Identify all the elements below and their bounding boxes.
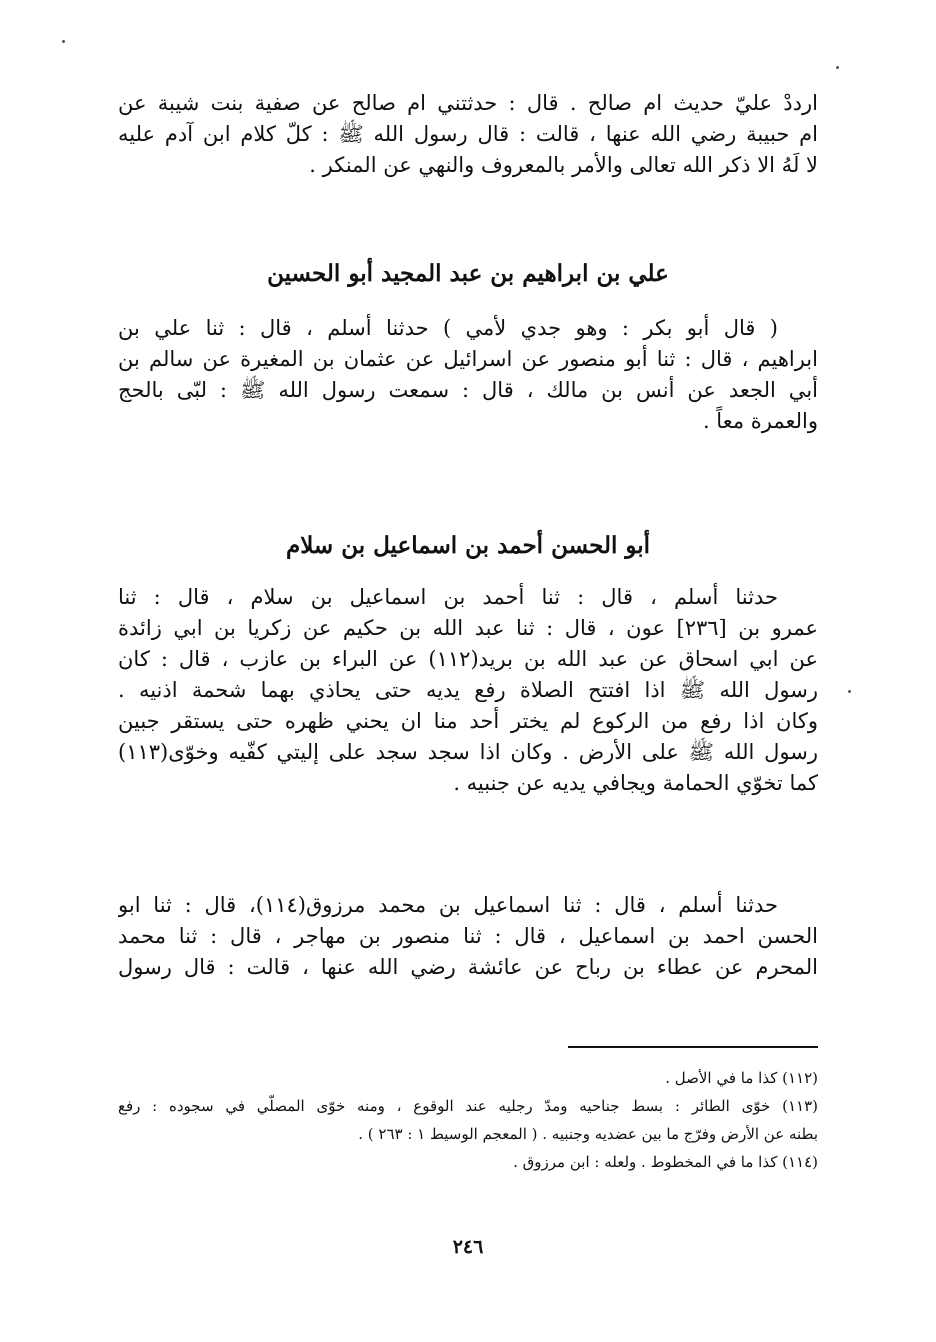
text-line: كما تخوّي الحمامة ويجافي يديه عن جنبيه . — [453, 771, 818, 795]
text-line: الحسن احمد بن اسماعيل ، قال : ثنا منصور بن مهاجر ، قال : ثنا محمد — [118, 924, 818, 948]
scan-speck — [62, 40, 65, 43]
paragraph-4 — [118, 890, 818, 983]
text-line: لا لَهُ الا ذكر الله تعالى والأمر بالمعروف والنهي عن المنكر . — [309, 153, 818, 177]
scan-speck — [836, 66, 839, 69]
text-line: ابراهيم ، قال : ثنا أبو منصور عن اسرائيل عن عثمان بن المغيرة عن سالم بن — [118, 347, 818, 371]
text-line: وكان اذا رفع من الركوع لم يختر أحد منا ان يحني ظهره حتى يستقر جبين — [118, 709, 818, 733]
section-heading-1: علي بن ابراهيم بن عبد المجيد أبو الحسين — [267, 260, 669, 287]
text-line: رسول الله ﷺ اذا افتتح الصلاة رفع يديه حتى يحاذي بهما شحمة اذنيه . — [118, 678, 818, 702]
footnote-divider — [568, 1046, 818, 1048]
footnote-line: (١١٢) كذا ما في الأصل . — [665, 1069, 818, 1087]
scan-speck — [848, 690, 851, 693]
text-line: ارددْ عليّ حديث ام صالح . قال : حدثتني ام صالح عن صفية بنت شيبة عن — [118, 91, 818, 115]
section-heading-2: أبو الحسن أحمد بن اسماعيل بن سلام — [285, 532, 651, 559]
text-line: المحرم عن عطاء بن رباح عن عائشة رضي الله عنها ، قالت : قال رسول — [118, 955, 818, 979]
text-line: رسول الله ﷺ على الأرض . وكان اذا سجد سجد على إليتي كفّيه وخوّى(١١٣) — [118, 740, 818, 764]
text-line: ( قال أبو بكر : وهو جدي لأمي ) حدثنا أسلم ، قال : ثنا علي بن — [118, 316, 778, 340]
text-line: أبي الجعد عن أنس بن مالك ، قال : سمعت رسول الله ﷺ : لبّى بالحج — [118, 378, 818, 402]
paragraph-2 — [118, 313, 818, 437]
text-line: حدثنا أسلم ، قال : ثنا اسماعيل بن محمد مرزوق(١١٤)، قال : ثنا ابو — [118, 893, 778, 917]
footnote-line: بطنه عن الأرض وفرّج ما بين عضديه وجنبيه . ( المعجم الوسيط ١ : ٢٦٣ ) . — [358, 1125, 818, 1143]
footnote-line: (١١٣) خوّى الطائر : بسط جناحيه ومدّ رجليه عند الوقوع ، ومنه خوّى المصلّي في سجوده : رفع — [118, 1097, 818, 1115]
page-number: ٢٤٦ — [452, 1236, 484, 1258]
footnotes — [118, 1064, 818, 1176]
text-line: والعمرة معاً . — [702, 409, 818, 433]
paragraph-3 — [118, 582, 818, 799]
text-line: عمرو بن [٢٣٦] عون ، قال : ثنا عبد الله بن حكيم عن زكريا بن ابي زائدة — [118, 616, 818, 640]
text-line: ام حبيبة رضي الله عنها ، قالت : قال رسول الله ﷺ : كلّ كلام ابن آدم عليه — [118, 122, 818, 146]
footnote-line: (١١٤) كذا ما في المخطوط . ولعله : ابن مرزوق . — [513, 1153, 818, 1171]
text-line: عن ابي اسحاق عن عبد الله بن بريد(١١٢) عن البراء بن عازب ، قال : كان — [118, 647, 818, 671]
paragraph-1 — [118, 88, 818, 181]
text-line: حدثنا أسلم ، قال : ثنا أحمد بن اسماعيل بن سلام ، قال : ثنا — [118, 585, 778, 609]
